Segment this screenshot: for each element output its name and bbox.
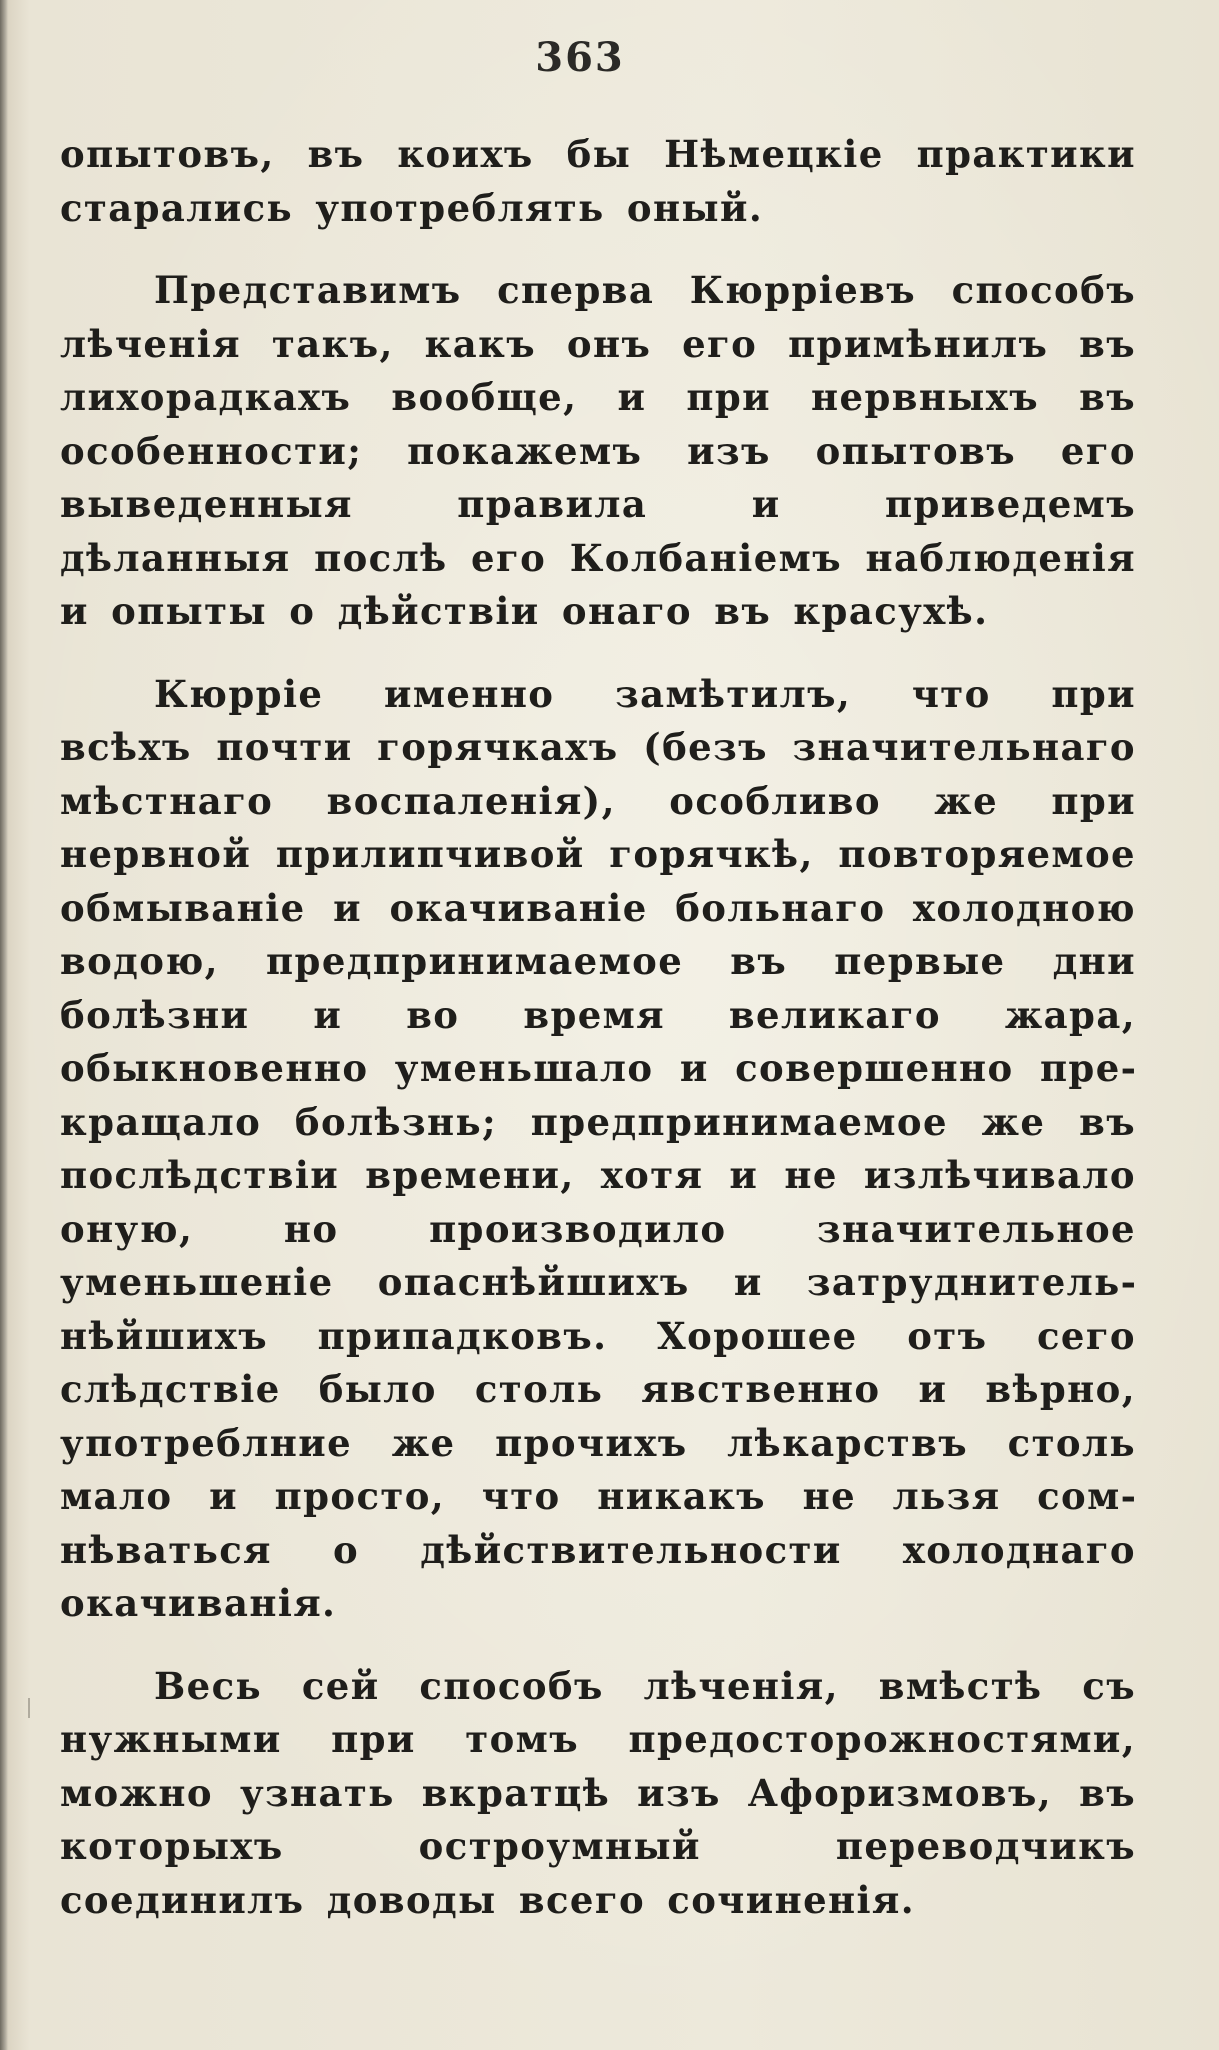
body-text — [60, 128, 1136, 1927]
page-number: 363 — [535, 34, 625, 81]
page-spine-edge — [0, 0, 8, 2050]
paragraph-aphorisms: Весь сей способъ лѣченія, вмѣстѣ съ нужными при томъ предосторожностями, можно узнать вкратцѣ изъ Афоризмовъ, въ которыхъ остроумный переводчикъ соединилъ доводы всего сочиненія. — [60, 1663, 1136, 1922]
paragraph-continuation: опытовъ, въ коихъ бы Нѣмецкіе практики старались употреблять оный. — [60, 132, 1136, 230]
margin-ink-mark — [28, 1698, 30, 1718]
paragraph-curry-observation: Кюрріе именно замѣтилъ, что при всѣхъ почти горячкахъ (безъ значительнаго мѣстнаго воспаленія), особливо же при нервной прилипчивой горячкѣ, повторяемое обмываніе и окачиваніе больнаго холодною водою, предпринимаемое въ первые дни болѣзни и во время великаго жара, обыкновенно уменьшало и совершенно прекращало болѣзнь; предпринимаемое же въ послѣдствіи времени, хотя и не излѣчивало оную, но производило значительное уменьшеніе опаснѣйшихъ и затруднительнѣйшихъ припадковъ. Хорошее отъ сего слѣдствіе было столь явственно и вѣрно, употреблние же прочихъ лѣкарствъ столь мало и просто, что никакъ не льзя сомнѣваться о дѣйствительности холоднаго окачиванія. — [60, 671, 1136, 1625]
paragraph-curry-method: Представимъ сперва Кюрріевъ способъ лѣченія такъ, какъ онъ его примѣнилъ въ лихорадкахъ вообще, и при нервныхъ въ особенности; покажемъ изъ опытовъ его выведенныя правила и приведемъ дѣланныя послѣ его Колбаніемъ наблюденія и опыты о дѣйствіи онаго въ красухѣ. — [60, 268, 1136, 633]
